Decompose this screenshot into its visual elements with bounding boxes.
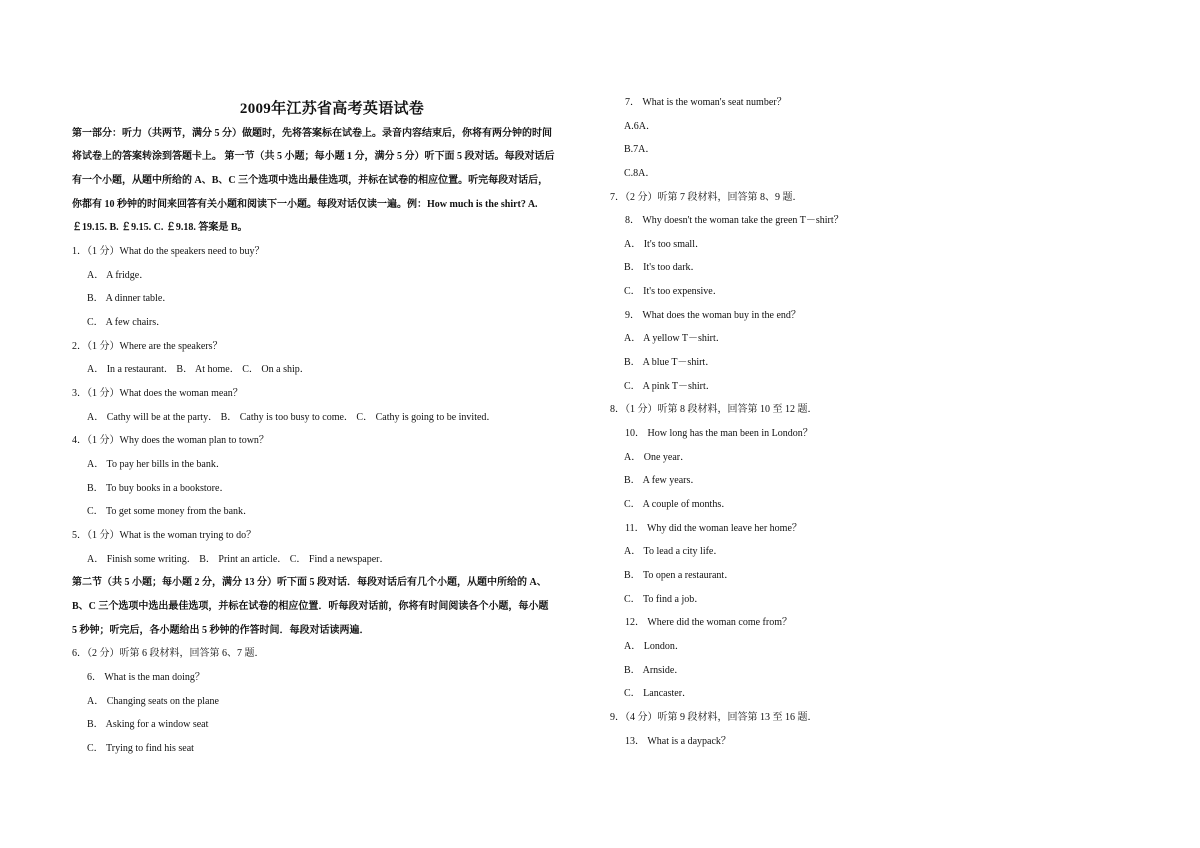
question-9: 9．（4 分）听第 9 段材料，回答第 13 至 16 题． bbox=[610, 712, 818, 723]
section1-intro-line-5: ￡19.15. B. ￡9.15. C. ￡9.18. 答案是 B。 bbox=[72, 222, 248, 233]
question-11-option-b: B． To open a restaurant． bbox=[624, 570, 735, 581]
question-1-option-c: C． A few chairs． bbox=[87, 317, 167, 328]
section1-intro-line-2: 将试卷上的答案转涂到答题卡上。 第一节（共 5 小题；每小题 1 分，满分 5 分）听下面 5 段对话。每段对话后 bbox=[72, 151, 555, 162]
section1-intro-line-3: 有一个小题，从题中所给的 A、B、C 三个选项中选出最佳选项，并标在试卷的相应位置。听完每段对话后， bbox=[72, 175, 549, 186]
question-7-sub: 7． What is the woman's seat number？ bbox=[625, 97, 787, 108]
question-8: 8．（1 分）听第 8 段材料，回答第 10 至 12 题． bbox=[610, 404, 818, 415]
question-12-sub: 12． Where did the woman come from？ bbox=[625, 617, 792, 628]
question-10-sub: 10． How long has the man been in London？ bbox=[625, 428, 813, 439]
section1-intro-line-1: 第一部分：听力（共两节，满分 5 分）做题时，先将答案标在试卷上。录音内容结束后，你将有两分钟的时间 bbox=[72, 128, 552, 139]
question-1-option-a: A． A fridge． bbox=[87, 270, 150, 281]
question-10-option-b: B． A few years． bbox=[624, 475, 701, 486]
question-13-sub: 13． What is a daypack？ bbox=[625, 736, 731, 747]
question-6-option-c: C． Trying to find his seat bbox=[87, 743, 194, 754]
question-12-option-c: C． Lancaster． bbox=[624, 688, 693, 699]
question-8-option-b: B． It's too dark． bbox=[624, 262, 701, 273]
question-9-sub: 9． What does the woman buy in the end？ bbox=[625, 310, 801, 321]
question-9-option-a: A． A yellow T－shirt． bbox=[624, 333, 726, 344]
question-9-option-b: B． A blue T－shirt． bbox=[624, 357, 716, 368]
question-7-option-a: A.6A． bbox=[624, 121, 656, 132]
question-5-options: A． Finish some writing． B． Print an article． C． Find a newspaper． bbox=[87, 554, 390, 565]
question-1: 1．（1 分）What do the speakers need to buy？ bbox=[72, 246, 265, 257]
question-3-options: A． Cathy will be at the party． B． Cathy is too busy to come． C． Cathy is going to be invited． bbox=[87, 412, 497, 423]
question-6-option-b: B． Asking for a window seat bbox=[87, 719, 209, 730]
question-2-options: A． In a restaurant． B． At home． C． On a ship． bbox=[87, 364, 310, 375]
question-6-sub: 6． What is the man doing？ bbox=[87, 672, 205, 683]
question-11-option-c: C． To find a job． bbox=[624, 594, 705, 605]
question-5: 5．（1 分）What is the woman trying to do？ bbox=[72, 530, 257, 541]
question-4-option-c: C． To get some money from the bank． bbox=[87, 506, 254, 517]
question-11-sub: 11． Why did the woman leave her home？ bbox=[625, 523, 802, 534]
question-7-option-c: C.8A． bbox=[624, 168, 656, 179]
section1-intro-line-4: 你都有 10 秒钟的时间来回答有关小题和阅读下一小题。每段对话仅读一遍。例：How much is the shirt? A. bbox=[72, 199, 538, 210]
question-4-option-b: B． To buy books in a bookstore． bbox=[87, 483, 230, 494]
section2-intro-line-2: B、C 三个选项中选出最佳选项，并标在试卷的相应位置．听每段对话前，你将有时间阅读各个小题，每小题 bbox=[72, 601, 549, 612]
question-1-option-b: B． A dinner table． bbox=[87, 293, 173, 304]
question-11-option-a: A． To lead a city life． bbox=[624, 546, 724, 557]
question-4-option-a: A． To pay her bills in the bank． bbox=[87, 459, 226, 470]
question-12-option-b: B． Arnside． bbox=[624, 665, 685, 676]
page-title: 2009年江苏省高考英语试卷 bbox=[239, 101, 425, 117]
question-2: 2．（1 分）Where are the speakers？ bbox=[72, 341, 223, 352]
question-8-option-c: C． It's too expensive． bbox=[624, 286, 723, 297]
question-6-option-a: A． Changing seats on the plane bbox=[87, 696, 219, 707]
section2-intro-line-1: 第二节（共 5 小题；每小题 2 分，满分 13 分）听下面 5 段对话．每段对话后有几个小题，从题中所给的 A、 bbox=[72, 577, 547, 588]
question-8-option-a: A． It's too small． bbox=[624, 239, 705, 250]
question-10-option-a: A． One year． bbox=[624, 452, 691, 463]
question-10-option-c: C． A couple of months． bbox=[624, 499, 732, 510]
question-12-option-a: A． London． bbox=[624, 641, 685, 652]
section2-intro-line-3: 5 秒钟；听完后，各小题给出 5 秒钟的作答时间．每段对话读两遍． bbox=[72, 625, 370, 636]
question-6: 6．（2 分）听第 6 段材料，回答第 6、7 题． bbox=[72, 648, 265, 659]
question-3: 3．（1 分）What does the woman mean？ bbox=[72, 388, 243, 399]
question-9-option-c: C． A pink T－shirt． bbox=[624, 381, 716, 392]
question-4: 4．（1 分）Why does the woman plan to town？ bbox=[72, 435, 269, 446]
question-8-sub: 8． Why doesn't the woman take the green T－shirt？ bbox=[625, 215, 844, 226]
question-7: 7．（2 分）听第 7 段材料，回答第 8、9 题． bbox=[610, 192, 803, 203]
question-7-option-b: B.7A． bbox=[624, 144, 656, 155]
